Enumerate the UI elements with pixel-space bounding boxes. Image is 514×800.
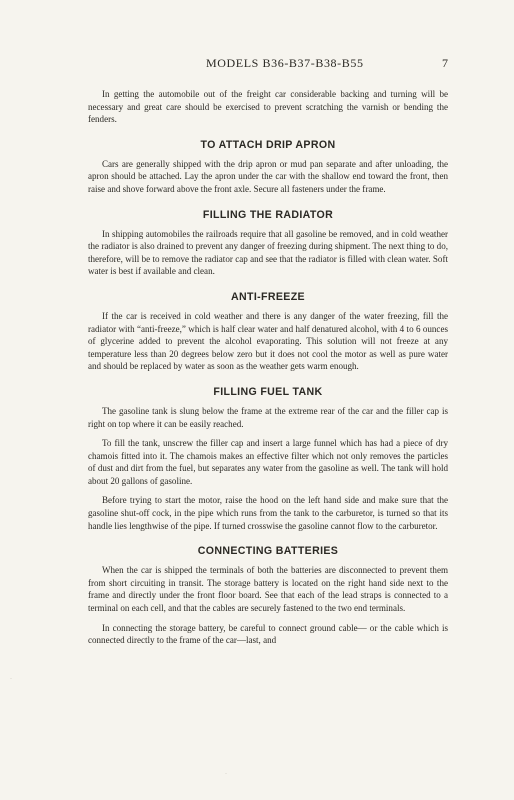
drip-apron-paragraph: Cars are generally shipped with the drip apron or mud pan separate and after unloading, the apron should be attached. Lay the apron under the car with the shallow end toward the front, then raise and shove forward above the front axle. Secure all fasteners under the frame. bbox=[88, 158, 448, 194]
scan-speck: . bbox=[225, 767, 227, 776]
scan-speck: . bbox=[10, 672, 12, 681]
antifreeze-paragraph: If the car is received in cold weather and there is any danger of the water freezing, fill the radiator with “anti-freeze,” which is half clear water and half denatured alcohol, with 4 to 6 ounces of glycerine added to prevent the alcohol evaporating. This solution will not freeze at any temperature less than 20 degrees below zero but it does not cool the motor as well as pure water and should be replaced by water as soon as the weather gets warm enough. bbox=[88, 310, 448, 372]
section-heading-antifreeze: ANTI-FREEZE bbox=[231, 290, 305, 303]
page-header bbox=[88, 56, 448, 72]
fuel-tank-paragraph-2: To fill the tank, unscrew the filler cap and insert a large funnel which has had a piece of dry chamois fitted into it. The chamois makes an effective filter which not only removes the particles of dust and dirt from the fuel, but separates any water from the gasoline as well. The tank will hold about 20 gallons of gasoline. bbox=[88, 438, 448, 486]
batteries-paragraph-1: When the car is shipped the terminals of both the batteries are disconnected to prevent them from short circuiting in transit. The storage battery is located on the right hand side next to the frame and directly under the front floor board. See that each of the lead straps is connected to a terminal on each cell, and that the cables are securely fastened to the two end terminals. bbox=[88, 565, 448, 614]
fuel-tank-paragraph-1: The gasoline tank is slung below the frame at the extreme rear of the car and the filler cap is right on top where it can be easily reached. bbox=[88, 405, 448, 429]
intro-paragraph: In getting the automobile out of the freight car considerable backing and turning will be necessary and great care should be exercised to prevent scratching the varnish or bending the fenders. bbox=[88, 89, 448, 125]
batteries-paragraph-2: In connecting the storage battery, be careful to connect ground cable— or the cable which is connected directly to the frame of the car—last, and bbox=[88, 622, 448, 646]
radiator-paragraph: In shipping automobiles the railroads require that all gasoline be removed, and in cold weather the radiator is also drained to prevent any danger of freezing during shipment. The next thing to do, therefore, will be to remove the radiator cap and see that the radiator is filled with clean water. Soft water is best if available and clean. bbox=[88, 228, 448, 277]
section-heading-drip-apron: TO ATTACH DRIP APRON bbox=[200, 138, 336, 151]
section-heading-batteries: CONNECTING BATTERIES bbox=[197, 545, 339, 558]
section-heading-radiator: FILLING THE RADIATOR bbox=[202, 208, 334, 221]
page-content bbox=[88, 88, 448, 654]
section-heading-fuel-tank: FILLING FUEL TANK bbox=[213, 385, 323, 398]
header-title: MODELS B36-B37-B38-B55 bbox=[206, 56, 364, 70]
page-number: 7 bbox=[442, 56, 448, 70]
fuel-tank-paragraph-3: Before trying to start the motor, raise the hood on the left hand side and make sure that the gasoline shut-off cock, in the pipe which runs from the tank to the carburetor, is turned so that its handle lies lengthwise of the pipe. If turned crosswise the gasoline cannot flow to the carburetor. bbox=[88, 495, 448, 531]
